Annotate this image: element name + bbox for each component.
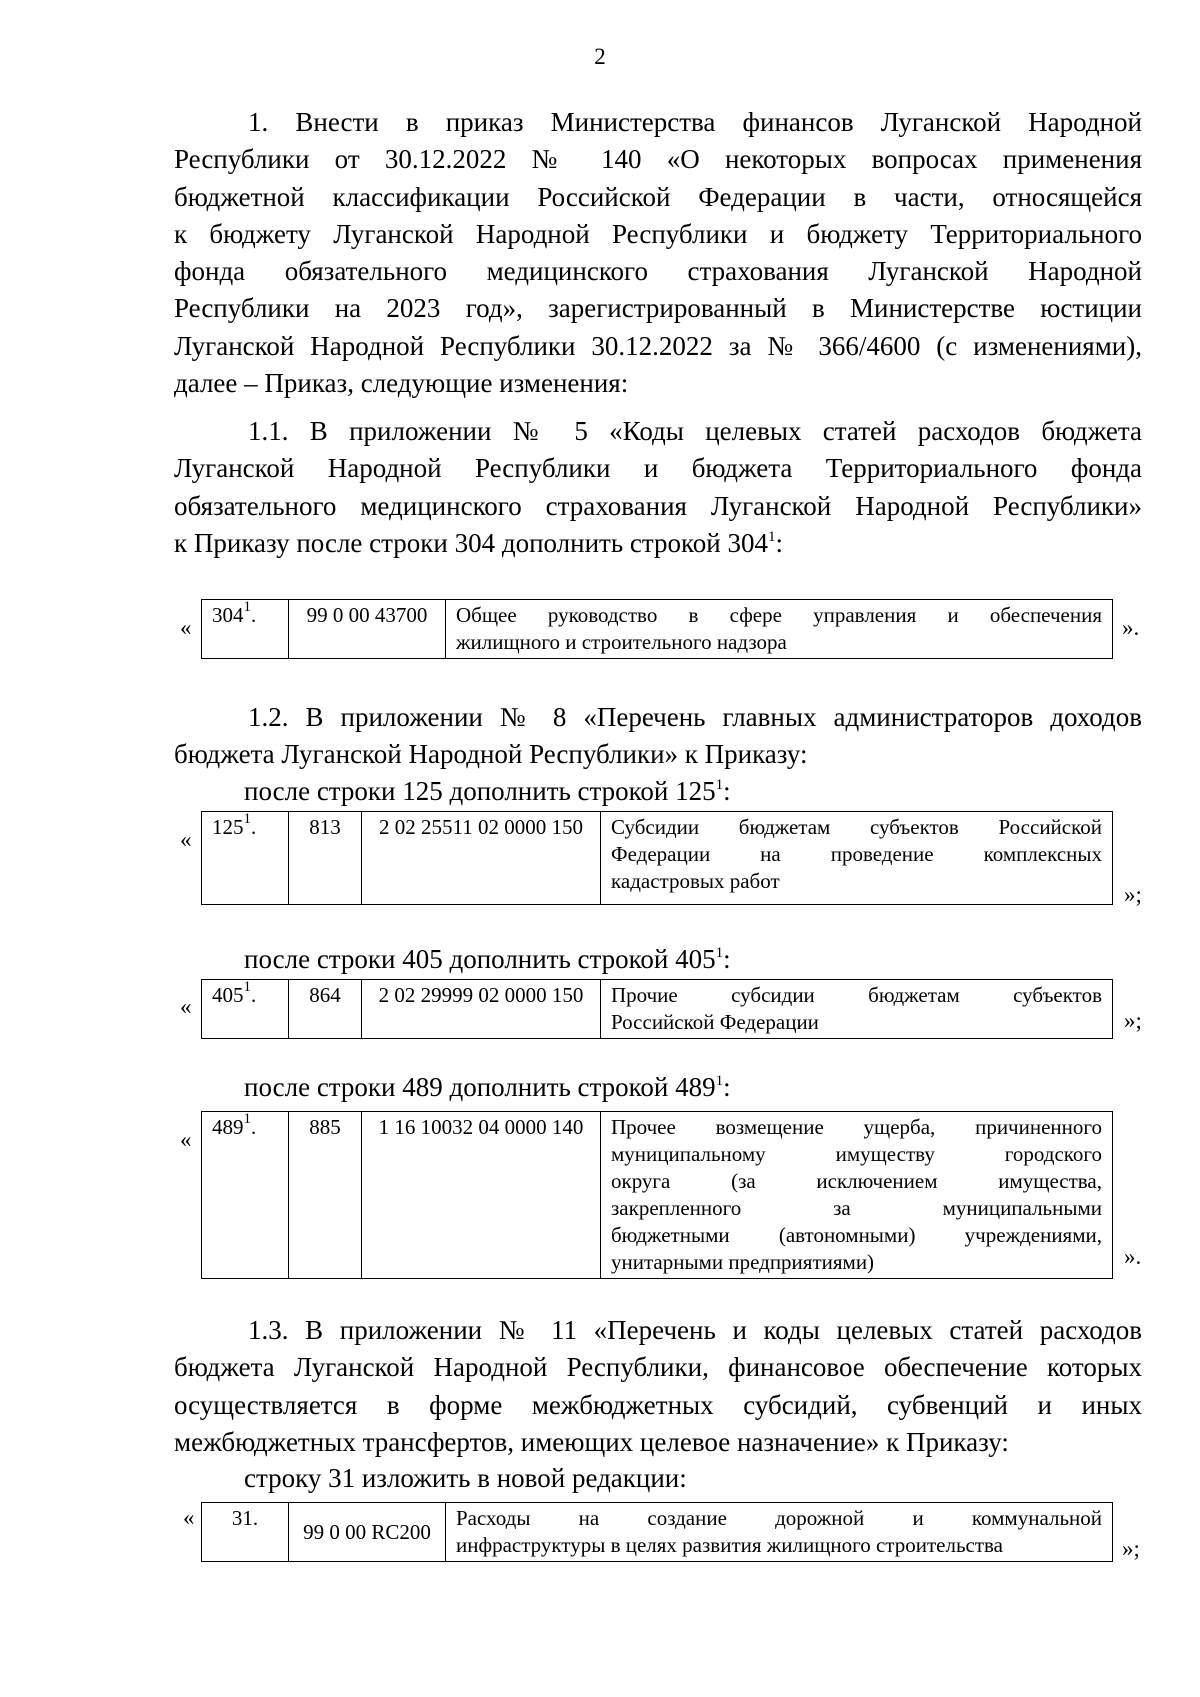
- kbk-code-cell: 2 02 25511 02 0000 150: [362, 812, 601, 905]
- description-cell: [601, 1112, 1113, 1279]
- table-row-405-1: [201, 979, 1113, 1039]
- paragraph-line: 1.2. В приложении № 8 «Перечень главных администраторов доходов: [248, 702, 1142, 732]
- paragraph-line: Луганской Народной Республики 30.12.2022 за № 366/4600 (с изменениями),: [174, 330, 1142, 361]
- paragraph-line: межбюджетных трансфертов, имеющих целевое назначение» к Приказу:: [174, 1426, 1009, 1457]
- instruction-after-489: после строки 489 дополнить строкой $489^1$:: [244, 1072, 731, 1102]
- description-cell: [601, 812, 1113, 905]
- paragraph-line: 1.1. В приложении № 5 «Коды целевых статей расходов бюджета: [248, 416, 1142, 446]
- paragraph-text: к Приказу после строки 304 дополнить строкой 304: [174, 527, 768, 558]
- superscript: 1: [243, 599, 251, 615]
- paragraph-line: бюджета Луганской Народной Республики, финансовое обеспечение которых: [174, 1352, 1142, 1383]
- kbk-code-cell: 1 16 10032 04 0000 140: [362, 1112, 601, 1279]
- table-row-304-1: [201, 599, 1113, 659]
- description-line: Прочее возмещение ущерба, причиненного: [611, 1115, 1102, 1139]
- table-row: [202, 812, 1113, 905]
- paragraph-line: Луганской Народной Республики и бюджета Территориального фонда: [174, 453, 1142, 484]
- instruction-after-125: после строки 125 дополнить строкой $125^1$:: [244, 776, 731, 806]
- description-cell: [601, 980, 1113, 1039]
- paragraph-line: [174, 525, 1142, 562]
- superscript: 1: [715, 945, 724, 961]
- table-row: [202, 1503, 1113, 1562]
- row-number-cell: $304^1$.: [202, 600, 289, 659]
- description-cell: [446, 600, 1113, 659]
- paragraph-line: бюджета Луганской Народной Республики» к Приказу:: [174, 739, 808, 770]
- open-quote: «: [180, 1127, 192, 1152]
- close-quote: »;: [1122, 1536, 1140, 1561]
- description-line: унитарными предприятиями): [611, 1250, 875, 1274]
- superscript: 1: [715, 1073, 724, 1089]
- paragraph-1-1: [174, 413, 1142, 562]
- description-line: Субсидии бюджетам субъектов Российской: [611, 815, 1102, 839]
- open-quote: «: [180, 994, 192, 1019]
- description-line: муниципальному имуществу городского: [611, 1142, 1102, 1166]
- table-row-489-1: [201, 1111, 1113, 1279]
- description-line: Российской Федерации: [611, 1010, 819, 1034]
- page-number: 2: [594, 44, 606, 69]
- table-row: [202, 1112, 1113, 1279]
- instruction-after-405: после строки 405 дополнить строкой $405^1$:: [244, 944, 731, 974]
- admin-code-cell: 864: [289, 980, 362, 1039]
- kbk-code-cell: 2 02 29999 02 0000 150: [362, 980, 601, 1039]
- close-quote: »;: [1124, 1008, 1142, 1033]
- close-quote: ».: [1124, 1244, 1142, 1269]
- target-code-cell: 99 0 00 43700: [289, 600, 446, 659]
- paragraph-line: фонда обязательного медицинского страхования Луганской Народной: [174, 256, 1142, 287]
- row-number-cell: $489^1$.: [202, 1112, 289, 1279]
- table-row-125-1: [201, 811, 1113, 905]
- superscript: 1: [767, 528, 776, 545]
- description-line: Прочие субсидии бюджетам субъектов: [611, 983, 1102, 1007]
- paragraph-line: Республики от 30.12.2022 № 140 «О некоторых вопросах применения: [174, 144, 1142, 175]
- description-line: Общее руководство в сфере управления и обеспечения: [456, 603, 1102, 627]
- close-quote: »;: [1124, 882, 1142, 907]
- instruction-row-31: строку 31 изложить в новой редакции:: [244, 1463, 687, 1493]
- paragraph-1: [174, 104, 1142, 402]
- table-row: [202, 980, 1113, 1039]
- superscript: 1: [243, 811, 251, 827]
- description-line: кадастровых работ: [611, 869, 780, 893]
- open-quote: «: [183, 1505, 195, 1530]
- superscript: 1: [243, 1111, 251, 1127]
- description-cell: [446, 1503, 1113, 1562]
- paragraph-line: к бюджету Луганской Народной Республики и бюджету Территориального: [174, 218, 1142, 249]
- paragraph-1-2: [174, 699, 1142, 774]
- paragraph-line: 1.3. В приложении № 11 «Перечень и коды целевых статей расходов: [248, 1315, 1142, 1345]
- row-number-cell: $125^1$.: [202, 812, 289, 905]
- open-quote: «: [180, 615, 192, 640]
- table-row: [202, 600, 1113, 659]
- paragraph-text: :: [775, 527, 783, 558]
- superscript: 1: [243, 979, 251, 995]
- description-line: Федерации на проведение комплексных: [611, 842, 1102, 866]
- description-line: Расходы на создание дорожной и коммунальной: [456, 1506, 1102, 1530]
- table-row-31: [201, 1502, 1113, 1562]
- admin-code-cell: 813: [289, 812, 362, 905]
- row-number-cell: $405^1$.: [202, 980, 289, 1039]
- description-line: жилищного и строительного надзора: [456, 630, 787, 654]
- description-line: закрепленного за муниципальными: [611, 1196, 1102, 1220]
- target-code-cell: 99 0 00 RC200: [289, 1503, 446, 1562]
- close-quote: ».: [1122, 615, 1140, 640]
- paragraph-line: далее – Приказ, следующие изменения:: [174, 368, 629, 399]
- paragraph-line: бюджетной классификации Российской Федерации в части, относящейся: [174, 181, 1142, 212]
- paragraph-line: Республики на 2023 год», зарегистрированный в Министерстве юстиции: [174, 293, 1142, 324]
- paragraph-line: обязательного медицинского страхования Луганской Народной Республики»: [174, 490, 1142, 521]
- paragraph-line: осуществляется в форме межбюджетных субсидий, субвенций и иных: [174, 1389, 1142, 1420]
- row-number-cell: 31.: [202, 1503, 289, 1562]
- paragraph-1-3: [174, 1312, 1142, 1461]
- description-line: бюджетными (автономными) учреждениями,: [611, 1223, 1102, 1247]
- description-line: округа (за исключением имущества,: [611, 1169, 1102, 1193]
- superscript: 1: [715, 777, 724, 793]
- open-quote: «: [180, 827, 192, 852]
- paragraph-line: 1. Внести в приказ Министерства финансов Луганской Народной: [248, 107, 1142, 137]
- admin-code-cell: 885: [289, 1112, 362, 1279]
- description-line: инфраструктуры в целях развития жилищного строительства: [456, 1533, 1003, 1557]
